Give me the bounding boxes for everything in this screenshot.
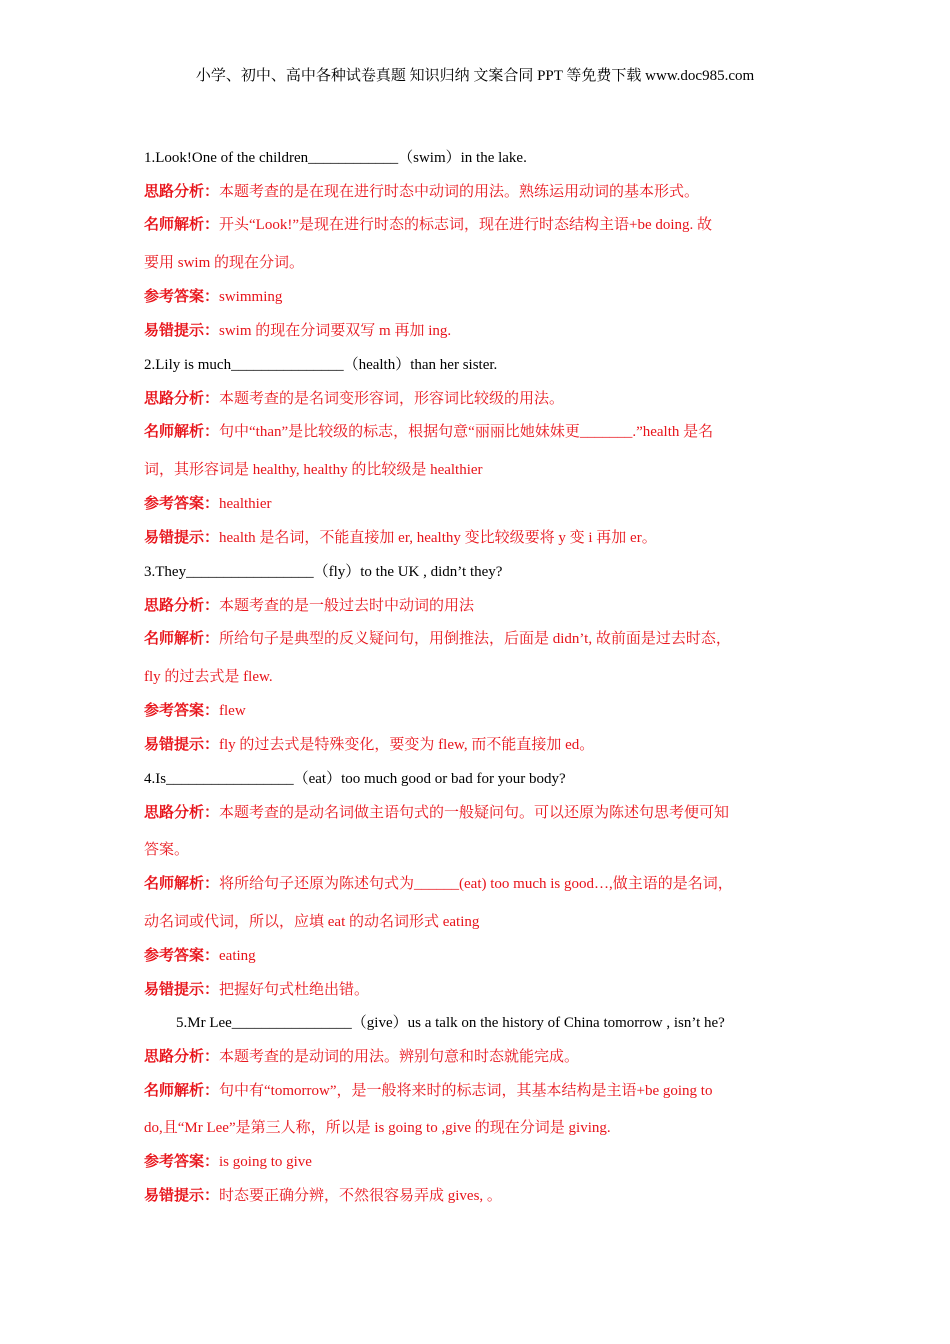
explanation-4-cont: 动名词或代词，所以，应填 eat 的动名词形式 eating bbox=[144, 914, 480, 930]
answer-3 bbox=[144, 699, 814, 723]
analysis-text: 本题考查的是一般过去时中动词的用法 bbox=[219, 598, 475, 614]
explanation-label: 名师解析： bbox=[144, 631, 220, 647]
explanation-text: 将所给句子还原为陈述句式为______(eat) too much is good…,做主语的是名词， bbox=[219, 876, 733, 892]
page-header: 小学、初中、高中各种试卷真题 知识归纳 文案合同 PPT 等免费下载 www.doc985.com bbox=[195, 68, 755, 84]
explanation-text: 开头“Look!”是现在进行时态的标志词，现在进行时态结构主语+be doing. 故 bbox=[219, 217, 713, 233]
explanation-text: 句中有“tomorrow”，是一般将来时的标志词，其基本结构是主语+be going to bbox=[219, 1083, 713, 1099]
tip-label: 易错提示： bbox=[144, 1188, 220, 1204]
answer-label: 参考答案： bbox=[144, 1154, 220, 1170]
analysis-4 bbox=[144, 801, 814, 825]
analysis-label: 思路分析： bbox=[144, 598, 220, 614]
answer-text: flew bbox=[219, 703, 246, 719]
analysis-text: 本题考查的是名词变形容词，形容词比较级的用法。 bbox=[219, 391, 565, 407]
explanation-label: 名师解析： bbox=[144, 424, 220, 440]
tip-label: 易错提示： bbox=[144, 323, 220, 339]
tip-text: 时态要正确分辨，不然很容易弄成 gives, 。 bbox=[219, 1188, 502, 1204]
analysis-label: 思路分析： bbox=[144, 184, 220, 200]
tip-1 bbox=[144, 319, 814, 343]
explanation-2 bbox=[144, 420, 814, 444]
tip-text: fly 的过去式是特殊变化，要变为 flew, 而不能直接加 ed。 bbox=[219, 737, 595, 753]
analysis-label: 思路分析： bbox=[144, 805, 220, 821]
tip-text: 把握好句式杜绝出错。 bbox=[219, 982, 370, 998]
tip-2 bbox=[144, 526, 814, 550]
tip-text: swim 的现在分词要双写 m 再加 ing. bbox=[219, 323, 452, 339]
tip-label: 易错提示： bbox=[144, 982, 220, 998]
tip-text: health 是名词，不能直接加 er, healthy 变比较级要将 y 变 i 再加 er。 bbox=[219, 530, 657, 546]
explanation-text: 所给句子是典型的反义疑问句，用倒推法，后面是 didn’t, 故前面是过去时态， bbox=[219, 631, 731, 647]
explanation-3 bbox=[144, 627, 814, 651]
question-3: 3.They_________________（fly）to the UK , didn’t they? bbox=[144, 564, 503, 580]
answer-1 bbox=[144, 285, 814, 309]
analysis-text: 本题考查的是动词的用法。辨别句意和时态就能完成。 bbox=[219, 1049, 580, 1065]
analysis-text: 本题考查的是动名词做主语句式的一般疑问句。可以还原为陈述句思考便可知 bbox=[219, 805, 730, 821]
analysis-2 bbox=[144, 387, 814, 411]
explanation-5 bbox=[144, 1079, 814, 1103]
question-5: 5.Mr Lee________________（give）us a talk on the history of China tomorrow , isn’t he? bbox=[176, 1015, 725, 1031]
question-2: 2.Lily is much_______________（health）than her sister. bbox=[144, 357, 498, 373]
explanation-1 bbox=[144, 213, 814, 237]
answer-text: healthier bbox=[219, 496, 272, 512]
tip-4 bbox=[144, 978, 814, 1002]
answer-text: swimming bbox=[219, 289, 283, 305]
answer-4 bbox=[144, 944, 814, 968]
answer-text: is going to give bbox=[219, 1154, 312, 1170]
question-4: 4.Is_________________（eat）too much good or bad for your body? bbox=[144, 771, 566, 787]
explanation-1-cont: 要用 swim 的现在分词。 bbox=[144, 255, 305, 271]
explanation-label: 名师解析： bbox=[144, 1083, 220, 1099]
tip-3 bbox=[144, 733, 814, 757]
explanation-5-cont: do,且“Mr Lee”是第三人称，所以是 is going to ,give 的现在分词是 giving. bbox=[144, 1120, 611, 1136]
analysis-3 bbox=[144, 594, 814, 618]
explanation-text: 句中“than”是比较级的标志，根据句意“丽丽比她妹妹更_______.”health 是名 bbox=[219, 424, 714, 440]
explanation-2-cont: 词，其形容词是 healthy, healthy 的比较级是 healthier bbox=[144, 462, 483, 478]
tip-label: 易错提示： bbox=[144, 737, 220, 753]
explanation-4 bbox=[144, 872, 814, 896]
explanation-3-cont: fly 的过去式是 flew. bbox=[144, 669, 273, 685]
answer-label: 参考答案： bbox=[144, 703, 220, 719]
answer-text: eating bbox=[219, 948, 256, 964]
analysis-label: 思路分析： bbox=[144, 1049, 220, 1065]
explanation-label: 名师解析： bbox=[144, 217, 220, 233]
answer-5 bbox=[144, 1150, 814, 1174]
answer-label: 参考答案： bbox=[144, 948, 220, 964]
explanation-label: 名师解析： bbox=[144, 876, 220, 892]
answer-label: 参考答案： bbox=[144, 496, 220, 512]
answer-label: 参考答案： bbox=[144, 289, 220, 305]
question-1: 1.Look!One of the children____________（swim）in the lake. bbox=[144, 150, 527, 166]
tip-label: 易错提示： bbox=[144, 530, 220, 546]
analysis-label: 思路分析： bbox=[144, 391, 220, 407]
tip-5 bbox=[144, 1184, 814, 1208]
analysis-1 bbox=[144, 180, 814, 204]
analysis-5 bbox=[144, 1045, 814, 1069]
analysis-4-cont: 答案。 bbox=[144, 842, 190, 858]
analysis-text: 本题考查的是在现在进行时态中动词的用法。熟练运用动词的基本形式。 bbox=[219, 184, 700, 200]
answer-2 bbox=[144, 492, 814, 516]
